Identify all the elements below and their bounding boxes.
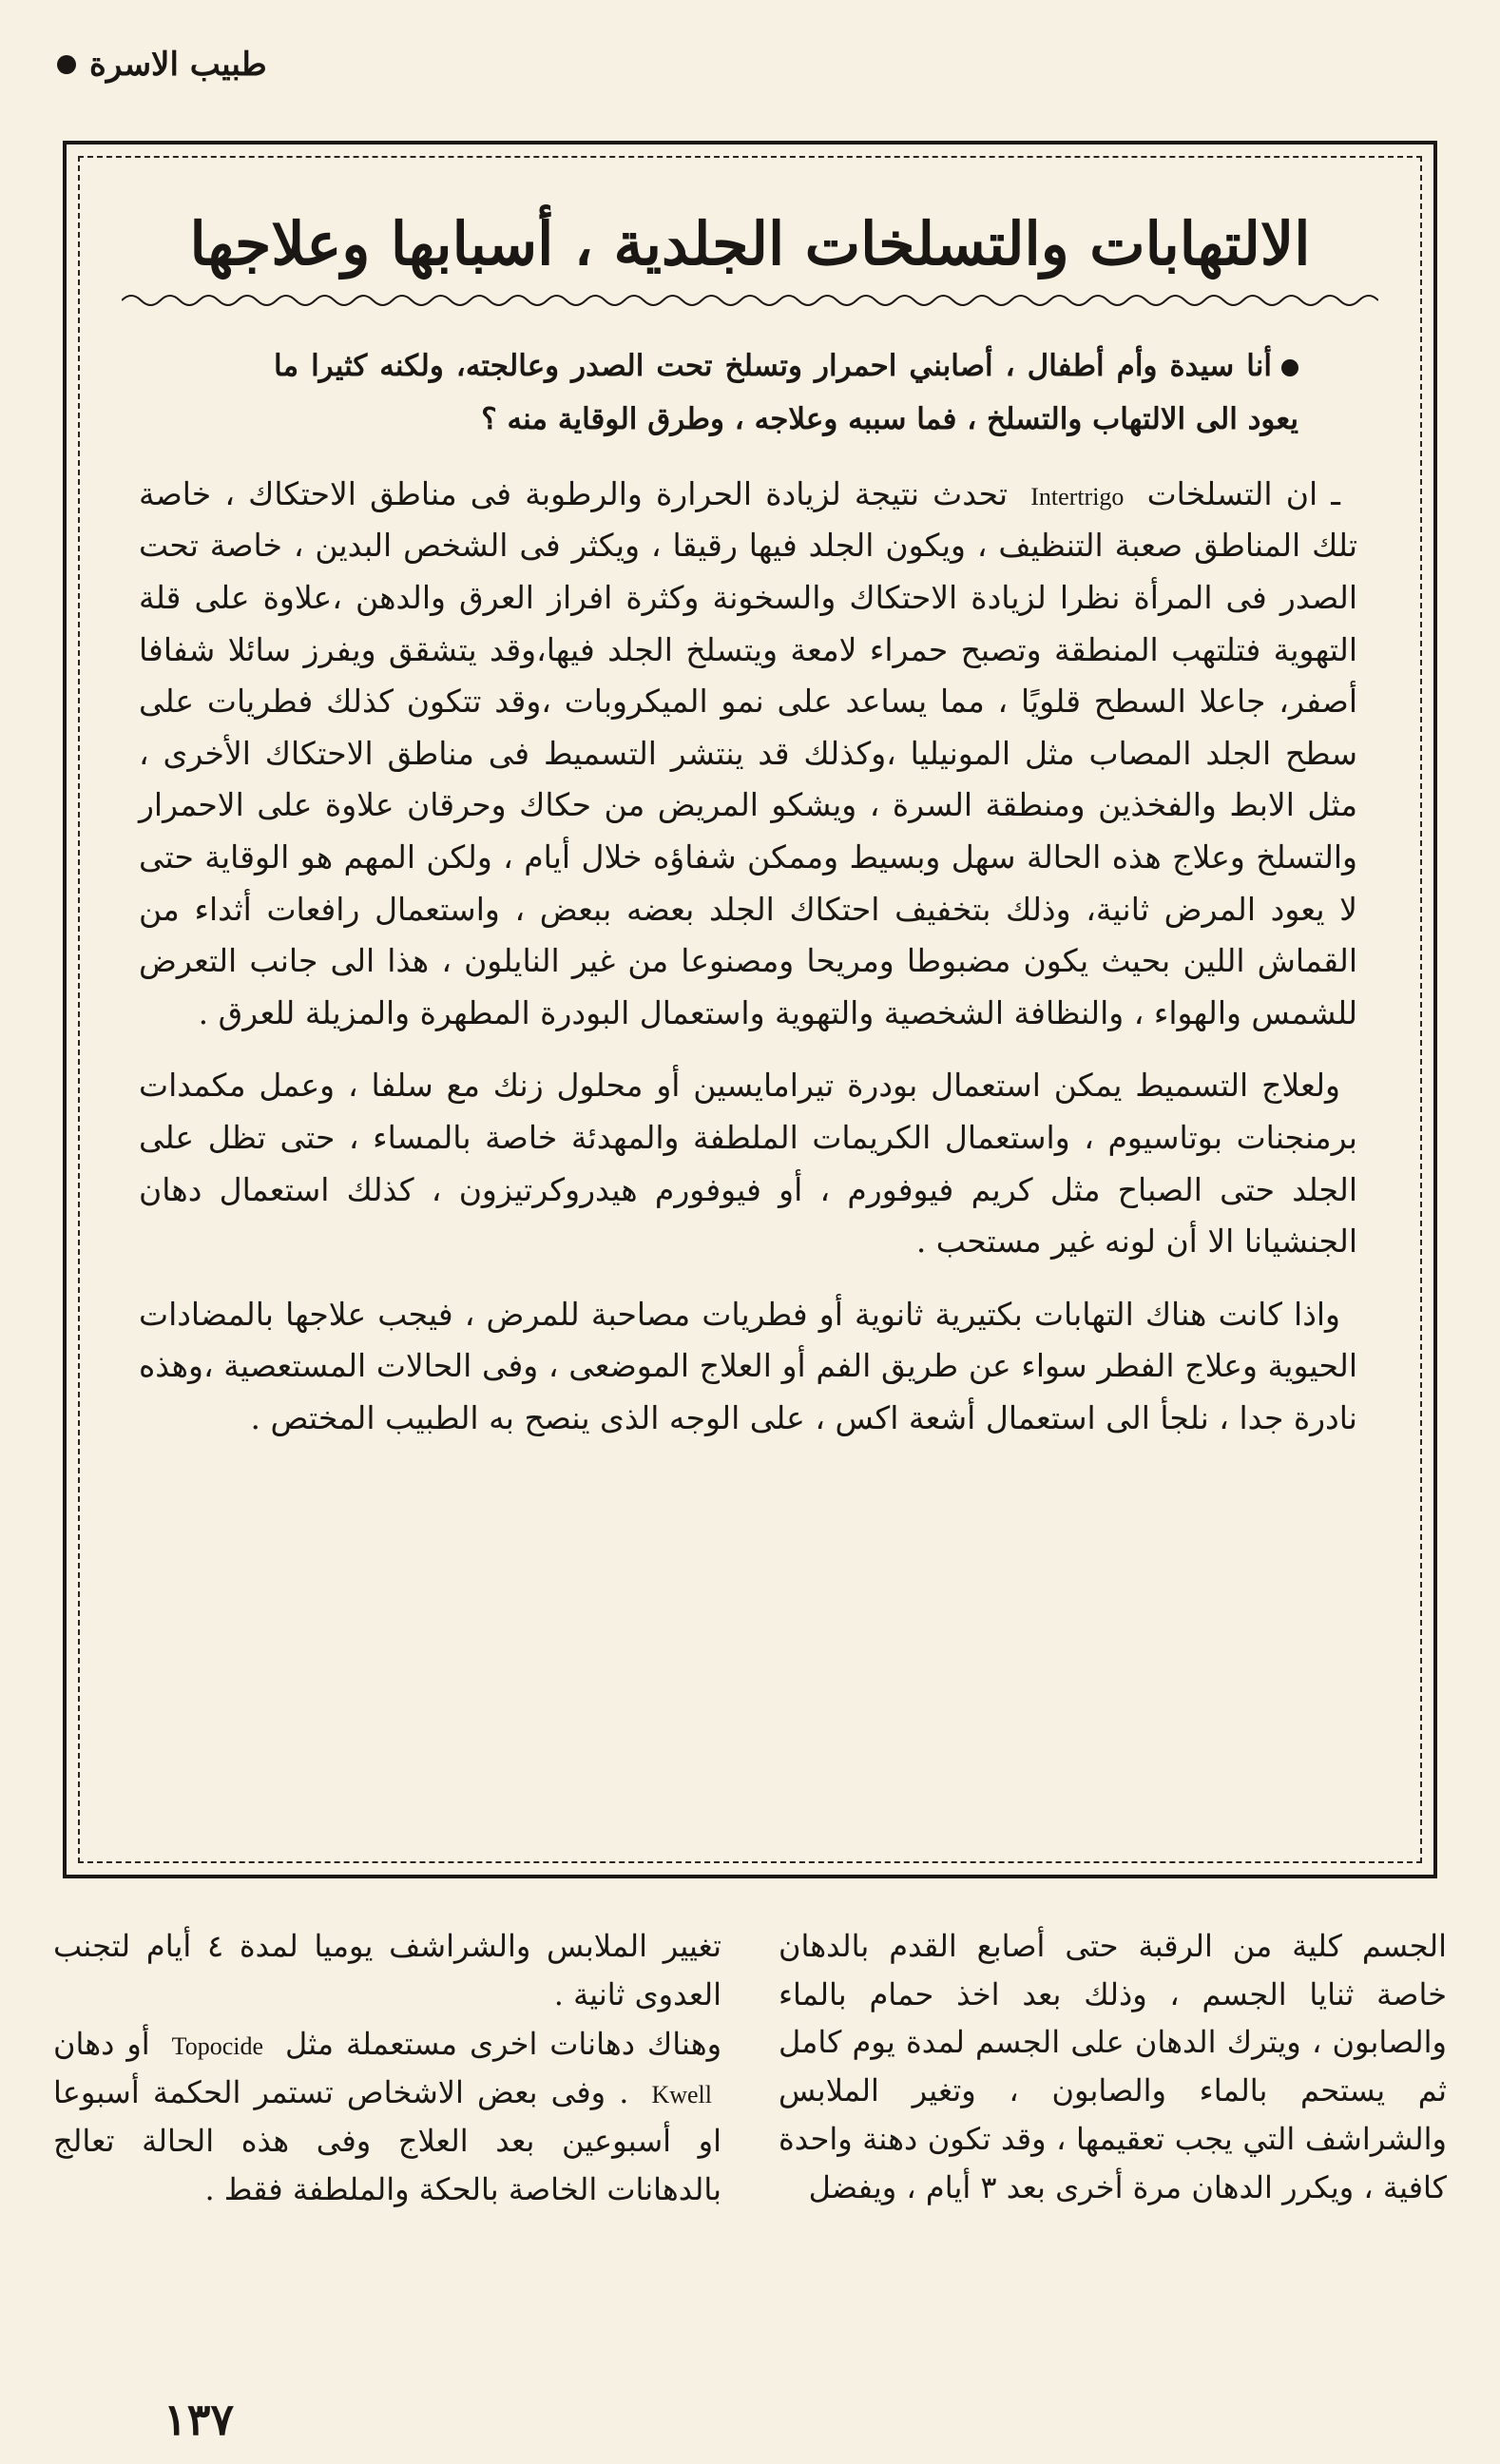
term-topocide: Topocide bbox=[171, 2032, 264, 2061]
left-p2-start: وهناك دهانات اخرى مستعملة مثل bbox=[285, 2026, 722, 2063]
article-frame bbox=[63, 141, 1437, 1878]
answer-p1-start: ـ ان التسلخات bbox=[1146, 474, 1340, 512]
running-header bbox=[57, 46, 267, 84]
answer-paragraph-1 bbox=[139, 469, 1357, 1040]
continuation-columns bbox=[53, 1922, 1447, 2369]
question-text: أنا سيدة وأم أطفال ، أصابني احمرار وتسلخ تحت الصدر وعالجته، ولكنه كثيرا ما يعود الى الالتهاب والتسلخ ، فما سببه وعلاجه ، وطرق الوقاية منه ؟ bbox=[274, 349, 1298, 436]
answer-body bbox=[122, 469, 1378, 1445]
question-bullet-icon bbox=[1281, 359, 1298, 376]
page-number: ١٣٧ bbox=[163, 2394, 235, 2445]
term-kwell: Kwell bbox=[651, 2081, 713, 2109]
reader-question bbox=[274, 340, 1298, 445]
left-p2-mid: أو دهان bbox=[53, 2026, 150, 2063]
left-column-paragraph-2 bbox=[53, 2020, 721, 2213]
bullet-icon bbox=[57, 55, 76, 74]
left-column bbox=[53, 1922, 721, 2369]
running-header-title: طبيب الاسرة bbox=[89, 46, 267, 84]
article-title: الالتهابات والتسلخات الجلدية ، أسبابها وعلاجها bbox=[189, 209, 1311, 279]
answer-p1-rest: تحدث نتيجة لزيادة الحرارة والرطوبة فى مناطق الاحتكاك ، خاصة تلك المناطق صعبة التنظيف ، ويكون الجلد فيها رقيقا ، ويكثر فى الشخص البدين ، خاصة تحت الصدر فى المرأة نظرا لزيادة الاحتكاك والسخونة وكثرة افراز العرق والدهن ،علاوة على قلة التهوية فتلتهب المنطقة وتصبح حمراء لامعة ويتسلخ الجلد فيها،وقد يتشقق ويفرز سائلا شفافا أصفر، جاعلا السطح قلويًا ، مما يساعد على نمو الميكروبات ،وقد تتكون كذلك فطريات على سطح الجلد المصاب مثل المونيليا ،وكذلك قد ينتشر التسميط فى مناطق الاحتكاك الأخرى ، مثل الابط والفخذين ومنطقة السرة ، ويشكو المريض من حكاك وحرقان علاوة على الاحمرار والتسلخ وعلاج هذه الحالة سهل وبسيط وممكن شفاؤه خلال أيام ، ولكن المهم هو الوقاية حتى لا يعود المرض ثانية، وذلك بتخفيف احتكاك الجلد بعضه ببعض ، واستعمال رافعات أثداء من القماش اللين بحيث يكون مضبوطا ومريحا ومصنوعا من غير النايلون ، هذا الى جانب التعرض للشمس والهواء ، والنظافة الشخصية والتهوية واستعمال البودرة المطهرة والمزيلة للعرق . bbox=[139, 474, 1357, 1031]
term-intertrigo: Intertrigo bbox=[1030, 482, 1125, 510]
right-column bbox=[779, 1922, 1447, 2369]
right-column-text: الجسم كلية من الرقبة حتى أصابع القدم بالدهان خاصة ثنايا الجسم ، وذلك بعد اخذ حمام بالماء والصابون ، ويترك الدهان على الجسم لمدة يوم كامل ثم يستحم بالماء والصابون ، وتغير الملابس والشراشف التي يجب تعقيمها ، وقد تكون دهنة واحدة كافية ، ويكرر الدهان مرة أخرى بعد ٣ أيام ، ويفضل bbox=[779, 1928, 1447, 2205]
left-p2-end: . وفى بعض الاشخاص تستمر الحكمة أسبوعا او أسبوعين بعد العلاج وفى هذه الحالة تعالج بالدهانات الخاصة بالحكة والملطفة فقط . bbox=[53, 2074, 721, 2207]
wavy-divider-icon bbox=[122, 289, 1378, 312]
left-column-paragraph-1: تغيير الملابس والشراشف يوميا لمدة ٤ أيام لتجنب العدوى ثانية . bbox=[53, 1928, 721, 2012]
article-frame-inner bbox=[78, 156, 1422, 1863]
answer-paragraph-2: ولعلاج التسميط يمكن استعمال بودرة تيرامايسين أو محلول زنك مع سلفا ، وعمل مكمدات برمنجنات بوتاسيوم ، واستعمال الكريمات الملطفة والمهدئة خاصة بالمساء ، حتى تظل على الجلد حتى الصباح مثل كريم فيوفورم ، أو فيوفورم هيدروكرتيزون ، كذلك استعمال دهان الجنشيانا الا أن لونه غير مستحب . bbox=[139, 1067, 1357, 1261]
answer-paragraph-3: واذا كانت هناك التهابات بكتيرية ثانوية أو فطريات مصاحبة للمرض ، فيجب علاجها بالمضادات الحيوية وعلاج الفطر سواء عن طريق الفم أو العلاج الموضعى ، وفى الحالات المستعصية ،وهذه نادرة جدا ، نلجأ الى استعمال أشعة اكس ، على الوجه الذى ينصح به الطبيب المختص . bbox=[139, 1295, 1357, 1437]
